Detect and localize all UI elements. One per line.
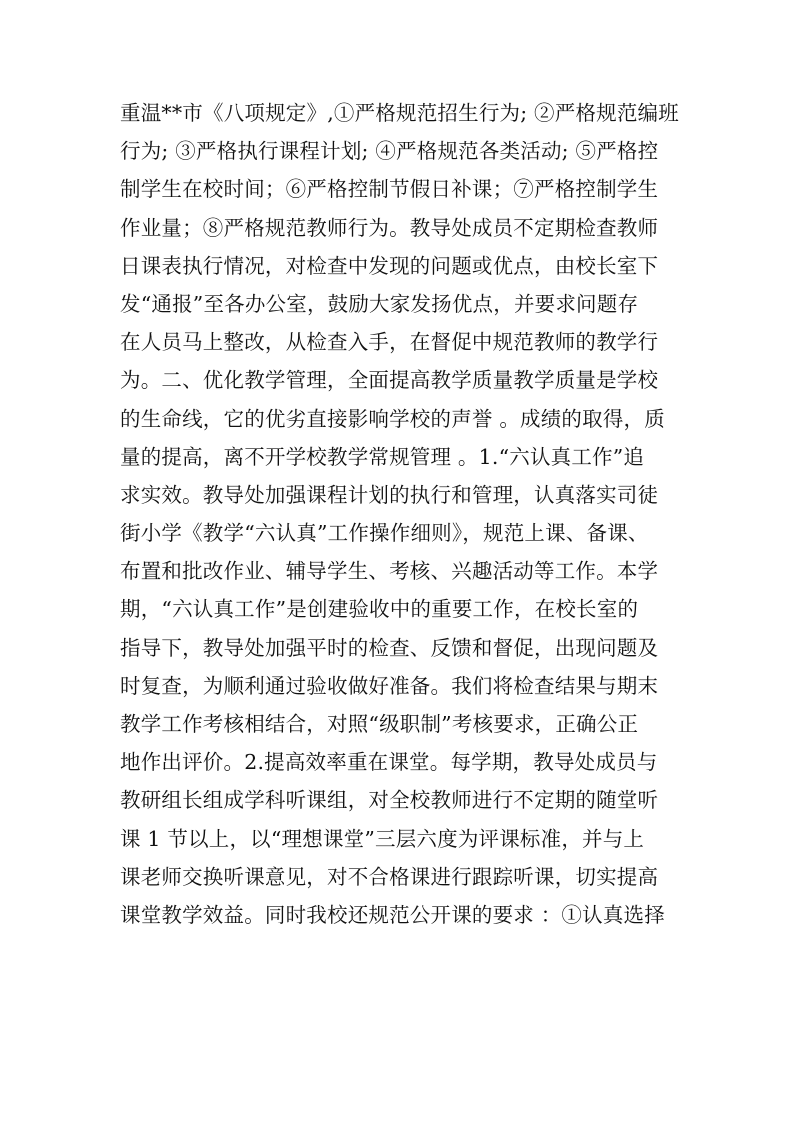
text-line: 指导下，教导处加强平时的检查、反馈和督促，出现问题及 [120, 635, 659, 660]
text-line: 发“通报”至各办公室，鼓励大家发扬优点，并要求问题存 [120, 291, 639, 316]
text-line: 期，“六认真工作”是创建验收中的重要工作，在校长室的 [120, 597, 639, 622]
text-line: 课老师交换听课意见，对不合格课进行跟踪听课，切实提高 [120, 864, 659, 889]
text-line: 时复查，为顺利通过验收做好准备。我们将检查结果与期末 [120, 673, 659, 698]
text-line: 地作出评价。2.提高效率重在课堂。每学期，教导处成员与 [120, 750, 658, 775]
text-line: 求实效。教导处加强课程计划的执行和管理，认真落实司徒 [120, 482, 659, 507]
text-line: 教研组长组成学科听课组，对全校教师进行不定期的随堂听 [120, 788, 659, 813]
text-line: 量的提高，离不开学校教学常规管理 。1.“六认真工作”追 [120, 444, 645, 469]
text-line: 课堂教学效益。同时我校还规范公开课的要求 ：①认真选择 [120, 902, 665, 927]
text-line: 为。二、优化教学管理，全面提高教学质量教学质量是学校 [120, 368, 659, 393]
text-line: 课 1 节以上，以“理想课堂”三层六度为评课标准，并与上 [120, 826, 645, 851]
body-text [120, 94, 680, 934]
text-line: 日课表执行情况，对检查中发现的问题或优点，由校长室下 [120, 253, 659, 278]
text-line: 重温**市《八项规定》,①严格规范招生行为; ②严格规范编班 [120, 101, 679, 125]
text-line: 街小学《教学“六认真”工作操作细则》，规范上课、备课、 [120, 521, 649, 546]
text-line: 行为; ③严格执行课程计划; ④严格规范各类活动; ⑤严格控 [120, 139, 659, 164]
text-line: 的生命线，它的优劣直接影响学校的声誉 。成绩的取得，质 [120, 406, 665, 431]
text-line: 在人员马上整改，从检查入手，在督促中规范教师的教学行 [120, 330, 659, 355]
text-line: 制学生在校时间；⑥严格控制节假日补课；⑦严格控制学生 [120, 177, 659, 202]
text-line: 教学工作考核相结合，对照“级职制”考核要求，正确公正 [120, 712, 639, 736]
text-line: 布置和批改作业、辅导学生、考核、兴趣活动等工作。本学 [120, 559, 659, 584]
text-line: 作业量；⑧严格规范教师行为。教导处成员不定期检查教师 [120, 215, 659, 240]
